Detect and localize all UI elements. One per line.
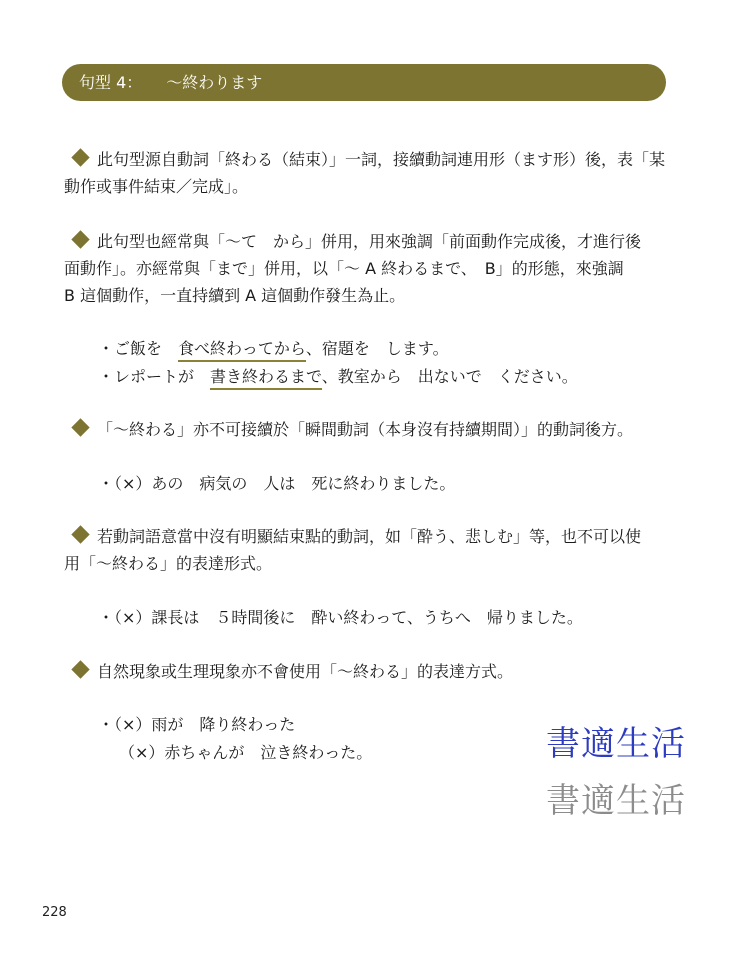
example-1: ・ご飯を 食べ終わってから、宿題を します。	[98, 335, 449, 363]
diamond-bullet-icon	[71, 660, 89, 678]
example-1-underlined: 食べ終わってから	[178, 339, 306, 362]
note-5	[64, 658, 674, 685]
note-3-line-1: 「〜終わる」亦不可接續於「瞬間動詞（本身沒有持續期間）」的動詞後方。	[64, 416, 674, 443]
watermark-gray: 書適生活	[546, 781, 686, 821]
pattern-number: 句型 4：	[79, 73, 143, 92]
note-3	[64, 416, 674, 443]
note-2-line-3: B 這個動作，一直持續到 A 這個動作發生為止。	[64, 286, 406, 305]
pattern-title: 〜終わります	[166, 73, 263, 92]
example-2-underlined: 書き終わるまで	[210, 367, 322, 390]
diamond-bullet-icon	[71, 525, 89, 543]
example-4: ・（×）課長は ５時間後に 酔い終わって、うちへ 帰りました。	[98, 608, 583, 627]
diamond-bullet-icon	[71, 230, 89, 248]
note-2-line-2: 面動作」。亦經常與「まで」併用，以「〜 A 終わるまで、 B」的形態，來強調	[64, 259, 624, 278]
note-5-line-1: 自然現象或生理現象亦不會使用「〜終わる」的表達方式。	[64, 658, 674, 685]
note-4	[64, 523, 674, 577]
page-number: 228	[42, 905, 67, 920]
diamond-bullet-icon	[71, 418, 89, 436]
example-5a: ・（×）雨が 降り終わった	[98, 715, 296, 734]
watermark-blue: 書適生活	[546, 724, 686, 764]
note-4-line-1: 若動詞語意當中沒有明顯結束點的動詞，如「酔う、悲しむ」等，也不可以使	[64, 523, 674, 550]
example-5b: （×）赤ちゃんが 泣き終わった。	[119, 743, 373, 762]
note-1-line-1: 此句型源自動詞「終わる（結束）」一詞，接續動詞連用形（ます形）後，表「某	[64, 146, 674, 173]
note-2-line-1: 此句型也經常與「〜て から」併用，用來強調「前面動作完成後，才進行後	[64, 228, 674, 255]
note-2	[64, 228, 674, 309]
example-2: ・レポートが 書き終わるまで、教室から 出ないで ください。	[98, 363, 578, 391]
note-1-line-2: 動作或事件結束／完成」。	[64, 177, 249, 196]
diamond-bullet-icon	[71, 148, 89, 166]
note-4-line-2: 用「〜終わる」的表達形式。	[64, 554, 273, 573]
example-3: ・（×）あの 病気の 人は 死に終わりました。	[98, 474, 456, 493]
section-header-bar	[62, 64, 666, 101]
note-1	[64, 146, 674, 200]
